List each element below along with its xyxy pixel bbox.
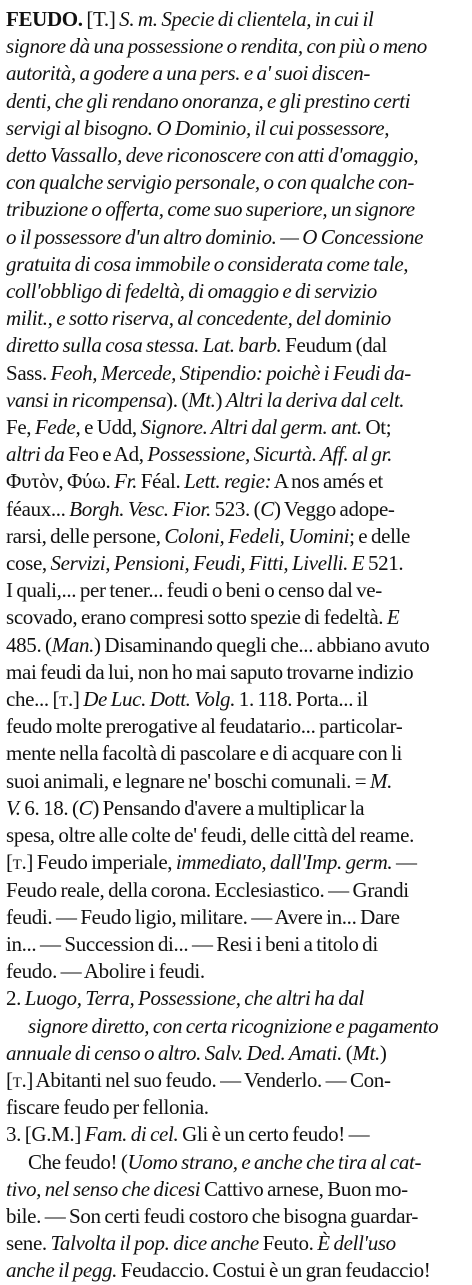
text-run: 521.	[364, 551, 404, 576]
text-line	[6, 550, 464, 577]
text-run: diretto sulla cosa stessa. Lat. barb.	[6, 333, 282, 358]
text-run: È dell'uso	[317, 1231, 396, 1256]
text-line	[6, 1176, 464, 1203]
text-line	[6, 985, 464, 1012]
text-run: Feoh, Mercede, Stipendio: poichè i Feudi da-	[50, 360, 411, 385]
text-run: Φυτὸν, Φύω.	[6, 469, 115, 494]
text-line	[6, 686, 464, 713]
text-line	[6, 604, 464, 631]
text-run: Féal.	[137, 469, 185, 494]
text-run: S. m. Specie di clientela, in cui il	[119, 7, 374, 31]
text-run: Feudaccio. Costui è un gran feudaccio!	[117, 1258, 431, 1283]
text-run: FEUDO.	[6, 7, 83, 31]
text-line	[6, 632, 464, 659]
text-run: M.	[369, 768, 393, 793]
text-run: detto Vassallo, deve riconoscere con atti d'omaggio,	[6, 143, 419, 168]
text-run: Che feudo! (	[28, 1149, 128, 1174]
text-run: Fam. di cel.	[84, 1122, 179, 1147]
text-run: Cattivo arnese, Buon mo-	[200, 1176, 408, 1201]
text-run: gratuita di cosa immobile o considerata come tale,	[6, 251, 409, 276]
text-run: vansi in ricompensa	[6, 387, 167, 412]
text-line	[6, 278, 464, 305]
text-line	[6, 1230, 464, 1257]
text-run: Borgh. Vesc. Fior.	[69, 496, 211, 521]
text-run: )	[215, 387, 226, 412]
text-line	[6, 142, 464, 169]
text-run: ] Abitanti nel suo feudo. — Venderlo. — Con-	[26, 1067, 391, 1092]
text-line	[6, 1257, 464, 1284]
text-run: Lett. regie:	[184, 469, 272, 494]
text-run: Feo e Ad,	[64, 442, 148, 467]
text-run: milit., e sotto riserva, al concedente, del dominio	[6, 306, 391, 331]
text-run: 3. [G.M.]	[6, 1122, 85, 1147]
text-run: autorità, a godere a una pers. e a' suoi discen-	[6, 61, 370, 86]
text-line	[6, 795, 464, 822]
text-run: t.	[12, 1067, 27, 1092]
text-line	[6, 958, 464, 985]
text-run: Servizi, Pensioni, Feudi, Fitti, Livelli.	[50, 551, 349, 576]
text-line	[6, 414, 464, 441]
text-line	[6, 115, 464, 142]
text-run: in... — Succession di... — Resi i beni a titolo di	[6, 931, 378, 956]
text-run: o il possessore d'un altro dominio. — O Concessione	[6, 224, 424, 249]
text-run: [	[6, 1067, 13, 1092]
text-run: che... [	[6, 687, 60, 712]
text-line	[6, 877, 464, 904]
text-run: spesa, oltre alle colte de' feudi, delle città del reame.	[6, 823, 414, 848]
text-line	[6, 1121, 464, 1148]
text-run: annuale di censo o altro. Salv. Ded. Amati.	[6, 1040, 343, 1065]
text-line	[6, 1013, 464, 1040]
text-line	[6, 468, 464, 495]
text-run: feudi. — Feudo ligio, militare. — Avere in... Dare	[6, 904, 400, 929]
text-run: Sass.	[6, 360, 51, 385]
text-run: t.	[12, 850, 27, 875]
text-run: Signore. Altri dal germ. ant.	[140, 415, 362, 440]
text-run: coll'obbligo di fedeltà, di omaggio e di servizio	[6, 279, 377, 304]
text-run: —	[392, 850, 417, 875]
text-run: tribuzione o offerta, come suo superiore, un signore	[6, 197, 415, 222]
text-run: C	[260, 496, 274, 521]
text-line	[6, 740, 464, 767]
text-run: 523. (	[210, 496, 261, 521]
text-run: Feudo reale, della corona. Ecclesiastico. — Grandi	[6, 877, 409, 902]
text-run: servigi al bisogno. O Dominio, il cui possessore,	[6, 115, 390, 140]
text-run: feudo. — Abolire i feudi.	[6, 959, 205, 984]
text-run: Uomo strano, e anche che tira al cat-	[127, 1149, 422, 1174]
text-line	[6, 387, 464, 414]
text-run: signore diretto, con certa ricognizione e pagamento	[28, 1013, 439, 1038]
text-run: e Udd,	[80, 415, 141, 440]
text-run: Coloni, Fedeli, Uomini	[164, 523, 350, 548]
text-run: Luogo, Terra, Possessione, che altri ha dal	[24, 986, 365, 1011]
text-run: C	[78, 795, 93, 820]
text-run: 2.	[6, 986, 25, 1011]
text-line	[6, 305, 464, 332]
text-run: suoi animali, e legnare ne' boschi comunali. =	[6, 768, 370, 793]
text-run: Fr.	[114, 469, 138, 494]
text-run: feudo molte prerogative al feudatario... particolar-	[6, 714, 403, 739]
text-run: I quali,... per tener... feudi o beni o censo dal ve-	[6, 578, 382, 603]
text-line	[6, 931, 464, 958]
text-run: Gli è un certo feudo! —	[178, 1122, 370, 1147]
text-line	[6, 1203, 464, 1230]
text-run: Man.	[51, 632, 95, 657]
text-line	[6, 169, 464, 196]
text-run: mente nella facoltà di pascolare e di acquare con li	[6, 741, 403, 766]
text-line	[6, 33, 464, 60]
text-run: (	[342, 1040, 353, 1065]
text-run: cose,	[6, 551, 51, 576]
text-run: scovado, erano compresi sotto spezie di fedeltà.	[6, 605, 387, 630]
text-line	[6, 441, 464, 468]
text-line	[6, 1094, 464, 1121]
text-line	[6, 659, 464, 686]
text-run: De Luc. Dott. Volg.	[83, 687, 236, 712]
text-run: signore dà una possessione o rendita, con più o meno	[6, 34, 427, 59]
text-run: mai feudi da lui, non ho mai saputo trovarne indizio	[6, 659, 414, 684]
text-line	[6, 1040, 464, 1067]
text-line	[6, 822, 464, 849]
text-run: ]	[72, 687, 84, 712]
text-run: Mt.	[188, 387, 216, 412]
text-run: ) Disaminando quegli che... abbiano avuto	[94, 632, 430, 657]
text-run: 1. 118. Porta... il	[235, 687, 368, 712]
text-run: [	[6, 850, 13, 875]
text-run: ). (	[166, 387, 188, 412]
text-line	[6, 713, 464, 740]
text-line	[6, 523, 464, 550]
text-line	[6, 849, 464, 876]
text-run: bile. — Son certi feudi costoro che bisogna guardar-	[6, 1203, 419, 1228]
text-run: E	[386, 605, 400, 630]
text-run: ; e delle	[349, 523, 411, 548]
text-run: altri da	[6, 442, 65, 467]
text-run: con qualche servigio personale, o con qualche con-	[6, 170, 414, 195]
text-line	[6, 577, 464, 604]
text-run: Talvolta il pop. dice anche	[50, 1231, 259, 1256]
text-run: Feuto.	[258, 1231, 318, 1256]
text-line	[6, 196, 464, 223]
text-run: immediato, dall'Imp. germ.	[175, 850, 393, 875]
text-run: fiscare feudo per fellonia.	[6, 1095, 209, 1120]
text-run: denti, che gli rendano onoranza, e gli prestino certi	[6, 88, 411, 113]
text-line	[6, 360, 464, 387]
text-run: Ot;	[361, 415, 392, 440]
text-run: 6. 18. (	[20, 795, 79, 820]
text-line	[6, 332, 464, 359]
text-line	[6, 251, 464, 278]
text-line	[6, 224, 464, 251]
text-run: Fede,	[34, 415, 81, 440]
text-line	[6, 768, 464, 795]
text-run: t.	[59, 687, 73, 712]
text-line	[6, 1067, 464, 1094]
text-run: anche il pegg.	[6, 1258, 118, 1283]
text-run: Mt.	[352, 1040, 380, 1065]
text-line	[6, 88, 464, 115]
dictionary-entry-feudo	[6, 6, 464, 1285]
text-run: féaux...	[6, 496, 70, 521]
text-run: Feudum (dal	[281, 333, 387, 358]
text-run: ] Feudo imperiale,	[26, 850, 176, 875]
text-run: )	[379, 1040, 387, 1065]
text-run: [T.]	[82, 7, 120, 31]
text-line	[6, 904, 464, 931]
text-run: sene.	[6, 1231, 51, 1256]
text-run: Possessione, Sicurtà. Aff. al gr.	[147, 442, 392, 467]
text-run: 485. (	[6, 632, 52, 657]
text-line	[6, 1149, 464, 1176]
text-run: Altri la deriva dal celt.	[225, 387, 405, 412]
text-run: A nos amés et	[271, 469, 383, 494]
text-run: Fe,	[6, 415, 35, 440]
text-line	[6, 496, 464, 523]
text-run: rarsi, delle persone,	[6, 523, 165, 548]
text-run: V.	[6, 795, 21, 820]
text-run: ) Veggo adope-	[273, 496, 395, 521]
text-run: ) Pensando d'avere a multiplicar la	[92, 795, 365, 820]
text-run: E	[351, 551, 365, 576]
text-run: tivo, nel senso che dicesi	[6, 1176, 201, 1201]
text-line	[6, 6, 464, 33]
text-line	[6, 60, 464, 87]
